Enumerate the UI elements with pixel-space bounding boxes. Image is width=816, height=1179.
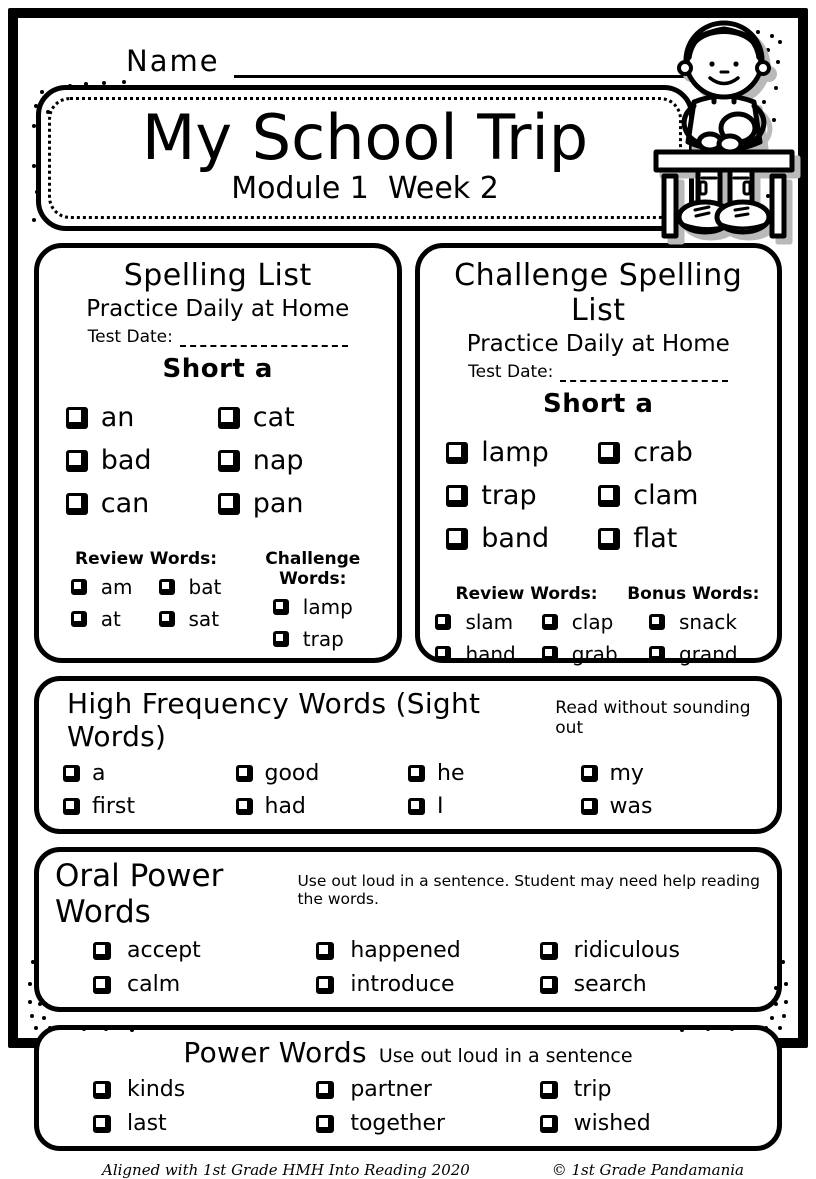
oral-power-words bbox=[53, 938, 763, 997]
word-item bbox=[446, 480, 598, 511]
word-checkbox[interactable] bbox=[63, 765, 80, 782]
word-item bbox=[218, 488, 370, 519]
word-item bbox=[66, 488, 218, 519]
spelling-pattern: Short a bbox=[162, 354, 273, 384]
word-checkbox[interactable] bbox=[236, 765, 253, 782]
child-at-desk-illustration bbox=[650, 10, 798, 242]
word-label: cat bbox=[252, 402, 295, 433]
word-item bbox=[66, 402, 218, 433]
word-label: first bbox=[92, 794, 135, 819]
word-checkbox[interactable] bbox=[316, 1115, 334, 1133]
word-checkbox[interactable] bbox=[542, 614, 558, 630]
word-checkbox[interactable] bbox=[273, 631, 289, 647]
word-item bbox=[316, 1111, 539, 1136]
word-item bbox=[408, 794, 581, 819]
word-item bbox=[218, 445, 370, 476]
page-subtitle: Module 1 Week 2 bbox=[231, 171, 499, 207]
word-label: pan bbox=[252, 488, 304, 519]
word-checkbox[interactable] bbox=[540, 1081, 558, 1099]
word-label: a bbox=[92, 761, 106, 786]
word-label: he bbox=[437, 761, 465, 786]
word-item bbox=[540, 972, 763, 997]
word-item bbox=[71, 607, 133, 631]
word-item bbox=[408, 761, 581, 786]
word-label: crab bbox=[633, 437, 693, 468]
word-item bbox=[236, 794, 409, 819]
word-item bbox=[71, 575, 133, 599]
word-label: good bbox=[264, 761, 320, 786]
high-frequency-title-row bbox=[53, 687, 763, 753]
word-checkbox[interactable] bbox=[408, 798, 425, 815]
word-checkbox[interactable] bbox=[540, 1115, 558, 1133]
word-label: wished bbox=[573, 1111, 651, 1136]
word-item bbox=[218, 402, 370, 433]
word-checkbox[interactable] bbox=[446, 442, 468, 464]
word-checkbox[interactable] bbox=[316, 942, 334, 960]
word-label: had bbox=[264, 794, 306, 819]
word-checkbox[interactable] bbox=[540, 942, 558, 960]
spelling-list-title: Spelling List bbox=[123, 258, 312, 293]
word-item bbox=[540, 1111, 763, 1136]
word-item bbox=[581, 761, 754, 786]
challenge-words-label: Challenge Words: bbox=[265, 549, 361, 589]
spelling-words bbox=[45, 402, 391, 519]
oral-power-words-box bbox=[34, 847, 782, 1012]
word-checkbox[interactable] bbox=[649, 646, 665, 662]
test-date-label: Test Date: bbox=[87, 327, 173, 347]
word-checkbox[interactable] bbox=[71, 579, 87, 595]
word-label: clap bbox=[571, 610, 614, 634]
word-label: flat bbox=[633, 523, 678, 554]
word-label: trap bbox=[481, 480, 537, 511]
word-label: introduce bbox=[350, 972, 455, 997]
word-item bbox=[581, 794, 754, 819]
word-label: am bbox=[100, 575, 133, 599]
power-words bbox=[53, 1077, 763, 1136]
word-checkbox[interactable] bbox=[446, 528, 468, 550]
word-checkbox[interactable] bbox=[542, 646, 558, 662]
word-label: lamp bbox=[302, 595, 353, 619]
word-checkbox[interactable] bbox=[93, 976, 111, 994]
test-date-row bbox=[45, 327, 391, 347]
word-label: slam bbox=[465, 610, 514, 634]
power-words-title: Power Words bbox=[183, 1036, 367, 1069]
word-checkbox[interactable] bbox=[66, 493, 88, 515]
high-frequency-title: High Frequency Words (Sight Words) bbox=[67, 687, 481, 753]
word-label: accept bbox=[127, 938, 201, 963]
word-checkbox[interactable] bbox=[218, 450, 240, 472]
word-checkbox[interactable] bbox=[598, 442, 620, 464]
word-checkbox[interactable] bbox=[273, 599, 289, 615]
challenge-spelling-list-title: Challenge Spelling List bbox=[454, 258, 743, 328]
word-item bbox=[159, 575, 222, 599]
corner-dots-top-left bbox=[40, 90, 44, 94]
word-checkbox[interactable] bbox=[66, 407, 88, 429]
word-checkbox[interactable] bbox=[540, 976, 558, 994]
challenge-words-group bbox=[241, 549, 384, 651]
challenge-spelling-list-subtitle: Practice Daily at Home bbox=[466, 331, 730, 357]
word-label: clam bbox=[633, 480, 699, 511]
footer-copyright: © 1st Grade Pandamania bbox=[551, 1161, 744, 1179]
challenge-spelling-words bbox=[426, 437, 772, 554]
word-label: search bbox=[573, 972, 647, 997]
word-label: last bbox=[127, 1111, 167, 1136]
word-item bbox=[316, 1077, 539, 1102]
high-frequency-words bbox=[53, 761, 763, 819]
word-item bbox=[93, 938, 316, 963]
word-label: bad bbox=[100, 445, 152, 476]
oral-power-note: Use out loud in a sentence. Student may need help reading the words. bbox=[297, 872, 760, 908]
word-item bbox=[446, 523, 598, 554]
bonus-words bbox=[622, 610, 765, 666]
test-date-line[interactable] bbox=[560, 363, 728, 382]
word-item bbox=[435, 642, 515, 666]
word-label: an bbox=[100, 402, 135, 433]
oral-power-title: Oral Power Words bbox=[55, 858, 224, 930]
title-box bbox=[36, 85, 694, 231]
word-item bbox=[540, 1077, 763, 1102]
word-label: I bbox=[437, 794, 444, 819]
word-item bbox=[649, 610, 738, 634]
word-label: together bbox=[350, 1111, 446, 1136]
word-checkbox[interactable] bbox=[598, 485, 620, 507]
spelling-pattern: Short a bbox=[543, 389, 654, 419]
page-title: My School Trip bbox=[141, 100, 589, 174]
review-words bbox=[432, 610, 622, 666]
word-item bbox=[435, 610, 515, 634]
word-label: happened bbox=[350, 938, 461, 963]
word-checkbox[interactable] bbox=[93, 1081, 111, 1099]
word-item bbox=[542, 642, 618, 666]
word-checkbox[interactable] bbox=[435, 646, 451, 662]
word-item bbox=[273, 595, 353, 619]
word-checkbox[interactable] bbox=[236, 798, 253, 815]
power-words-title-row bbox=[53, 1036, 763, 1069]
word-item bbox=[316, 938, 539, 963]
word-item bbox=[236, 761, 409, 786]
word-label: grand bbox=[679, 642, 738, 666]
word-item bbox=[316, 972, 539, 997]
word-label: band bbox=[481, 523, 550, 554]
word-item bbox=[649, 642, 738, 666]
corner-dots-bottom-left bbox=[34, 1026, 38, 1030]
footer-alignment-note: Aligned with 1st Grade HMH Into Reading 2020 bbox=[102, 1161, 470, 1179]
word-label: calm bbox=[127, 972, 181, 997]
word-label: can bbox=[100, 488, 150, 519]
word-label: lamp bbox=[481, 437, 549, 468]
word-label: partner bbox=[350, 1077, 432, 1102]
corner-dots-bottom-right bbox=[778, 1026, 782, 1030]
power-words-box bbox=[34, 1025, 782, 1151]
review-words bbox=[51, 575, 241, 631]
bonus-words-group bbox=[622, 584, 765, 666]
word-checkbox[interactable] bbox=[581, 798, 598, 815]
word-label: at bbox=[100, 607, 121, 631]
high-frequency-words-box bbox=[34, 676, 782, 834]
word-item bbox=[598, 480, 750, 511]
spelling-lists-row bbox=[34, 243, 782, 666]
word-checkbox[interactable] bbox=[93, 1115, 111, 1133]
word-checkbox[interactable] bbox=[446, 485, 468, 507]
word-checkbox[interactable] bbox=[581, 765, 598, 782]
word-checkbox[interactable] bbox=[71, 611, 87, 627]
name-label: Name bbox=[126, 44, 220, 78]
word-item bbox=[273, 627, 353, 651]
word-item bbox=[159, 607, 222, 631]
word-item bbox=[93, 1077, 316, 1102]
word-label: bat bbox=[188, 575, 222, 599]
name-input-line[interactable] bbox=[234, 42, 686, 78]
word-label: was bbox=[609, 794, 653, 819]
word-item bbox=[598, 437, 750, 468]
word-item bbox=[446, 437, 598, 468]
word-checkbox[interactable] bbox=[598, 528, 620, 550]
word-checkbox[interactable] bbox=[316, 1081, 334, 1099]
word-checkbox[interactable] bbox=[649, 614, 665, 630]
spelling-bottom bbox=[45, 549, 391, 651]
word-item bbox=[93, 972, 316, 997]
review-words-label: Review Words: bbox=[455, 584, 598, 604]
word-label: grab bbox=[571, 642, 618, 666]
word-label: trap bbox=[302, 627, 344, 651]
word-item bbox=[66, 445, 218, 476]
word-label: kinds bbox=[127, 1077, 186, 1102]
word-label: nap bbox=[252, 445, 304, 476]
footer bbox=[102, 1161, 744, 1179]
word-item bbox=[540, 938, 763, 963]
word-checkbox[interactable] bbox=[218, 407, 240, 429]
test-date-label: Test Date: bbox=[468, 362, 554, 382]
word-label: hand bbox=[465, 642, 516, 666]
power-words-note: Use out loud in a sentence bbox=[378, 1045, 633, 1067]
oral-power-title-row bbox=[53, 858, 763, 930]
word-checkbox[interactable] bbox=[63, 798, 80, 815]
bonus-words-label: Bonus Words: bbox=[627, 584, 760, 604]
word-checkbox[interactable] bbox=[316, 976, 334, 994]
spelling-list-subtitle: Practice Daily at Home bbox=[86, 296, 350, 322]
word-item bbox=[63, 761, 236, 786]
test-date-row bbox=[426, 362, 772, 382]
word-item bbox=[542, 610, 618, 634]
word-label: sat bbox=[188, 607, 220, 631]
word-label: trip bbox=[573, 1077, 612, 1102]
word-item bbox=[93, 1111, 316, 1136]
spelling-list-box bbox=[34, 243, 402, 663]
challenge-spelling-list-box bbox=[415, 243, 783, 666]
word-label: my bbox=[609, 761, 644, 786]
challenge-words bbox=[241, 595, 384, 651]
word-label: ridiculous bbox=[573, 938, 680, 963]
review-words-label: Review Words: bbox=[75, 549, 218, 569]
word-label: snack bbox=[679, 610, 737, 634]
title-box-inner bbox=[48, 97, 682, 219]
word-checkbox[interactable] bbox=[408, 765, 425, 782]
word-checkbox[interactable] bbox=[159, 579, 175, 595]
high-frequency-note: Read without sounding out bbox=[555, 698, 751, 738]
word-checkbox[interactable] bbox=[159, 611, 175, 627]
word-checkbox[interactable] bbox=[218, 493, 240, 515]
word-checkbox[interactable] bbox=[66, 450, 88, 472]
review-words-group bbox=[432, 584, 622, 666]
word-checkbox[interactable] bbox=[93, 942, 111, 960]
review-words-group bbox=[51, 549, 241, 651]
word-item bbox=[63, 794, 236, 819]
test-date-line[interactable] bbox=[180, 328, 348, 347]
challenge-spelling-bottom bbox=[426, 584, 772, 666]
word-checkbox[interactable] bbox=[435, 614, 451, 630]
word-item bbox=[598, 523, 750, 554]
